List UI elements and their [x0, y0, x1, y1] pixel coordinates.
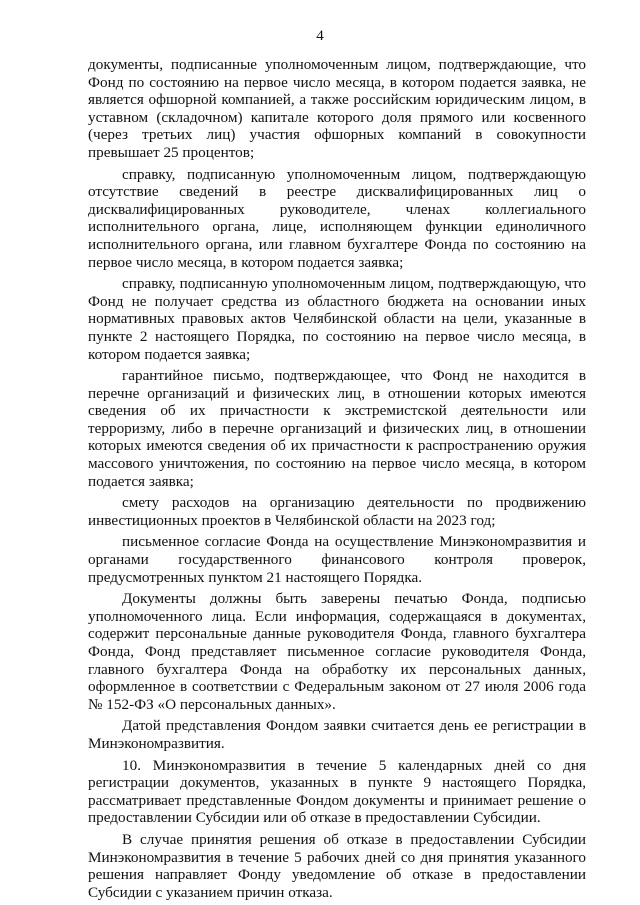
paragraph-registration-date: Датой представления Фондом заявки считается день ее регистрации в Минэкономразвития.: [88, 717, 586, 752]
page-number: 4: [316, 28, 324, 44]
paragraph-guarantee-letter: гарантийное письмо, подтверждающее, что Фонд не находится в перечне организаций и физических лиц, в отношении которых имеются сведения об их причастности к экстремистской деятельности или терроризму, либо в перечне организаций и физических лиц, в отношении которых имеются сведения об их причастности к распространению оружия массового уничтожения, по состоянию на первое число месяца, в котором подается заявка;: [88, 367, 586, 490]
paragraph-expense-estimate: смету расходов на организацию деятельности по продвижению инвестиционных проектов в Челябинской области на 2023 год;: [88, 494, 586, 529]
paragraph-offshore-documents: документы, подписанные уполномоченным лицом, подтверждающие, что Фонд по состоянию на первое число месяца, в котором подается заявка, не является офшорной компанией, а также российским юридическим лицом, в уставном (складочном) капитале которого доля прямого или косвенного (через третьих лиц) участия офшорных компаний в совокупности превышает 25 процентов;: [88, 56, 586, 161]
paragraph-refusal-notice: В случае принятия решения об отказе в предоставлении Субсидии Минэкономразвития в течение 5 рабочих дней со дня принятия указанного решения направляет Фонду уведомление об отказе в предоставлении Субсидии с указанием причин отказа.: [88, 830, 586, 901]
document-body: [88, 56, 586, 905]
paragraph-no-regional-funds: справку, подписанную уполномоченным лицом, подтверждающую, что Фонд не получает средства из областного бюджета на основании иных нормативных правовых актов Челябинской области на цели, указанные в пункте 2 настоящего Порядка, по состоянию на первое число месяца, в котором подается заявка;: [88, 275, 586, 363]
paragraph-disqualified-registry: справку, подписанную уполномоченным лицом, подтверждающую отсутствие сведений в реестре дисквалифицированных лиц о дисквалифицированных руководителе, членах коллегиального исполнительного органа, лице, исполняющем функции единоличного исполнительного органа, или главном бухгалтере Фонда по состоянию на первое число месяца, в котором подается заявка;: [88, 165, 586, 271]
paragraph-document-certification: Документы должны быть заверены печатью Фонда, подписью уполномоченного лица. Если информация, содержащаяся в документах, содержит персональные данные руководителя Фонда, главного бухгалтера Фонда, Фонд представляет письменное согласие руководителя Фонда, главного бухгалтера Фонда на обработку их персональных данных, оформленное в соответствии с Федеральным законом от 27 июля 2006 года № 152-ФЗ «О персональных данных».: [88, 590, 586, 713]
paragraph-written-consent: письменное согласие Фонда на осуществление Минэкономразвития и органами государственного финансового контроля проверок, предусмотренных пунктом 21 настоящего Порядка.: [88, 533, 586, 586]
paragraph-item-10: 10. Минэкономразвития в течение 5 календарных дней со дня регистрации документов, указанных в пункте 9 настоящего Порядка, рассматривает представленные Фондом документы и принимает решение о предоставлении Субсидии или об отказе в предоставлении Субсидии.: [88, 756, 586, 827]
